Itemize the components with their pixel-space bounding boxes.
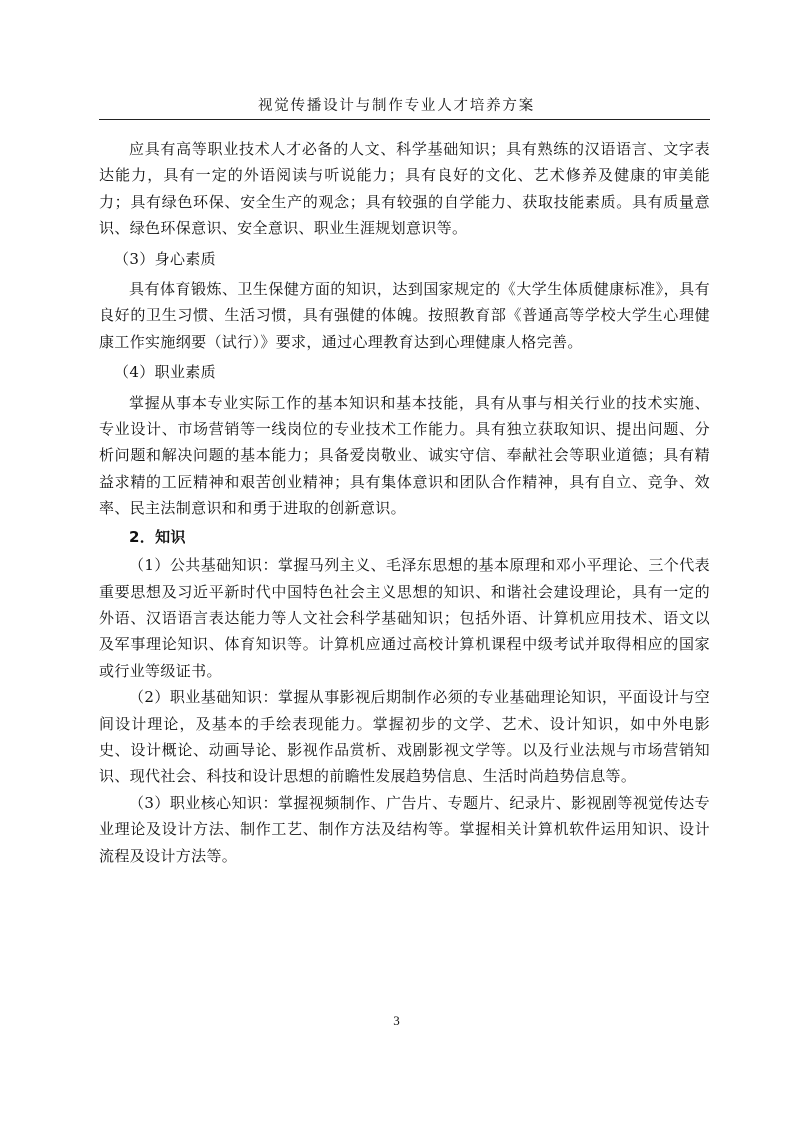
paragraph-vocational-core: （3）职业核心知识：掌握视频制作、广告片、专题片、纪录片、影视剧等视觉传达专业理论及设计方法、制作工艺、制作方法及结构等。掌握相关计算机软件运用知识、设计流程及设计方法等。 bbox=[99, 793, 710, 865]
paragraph-humanities: 应具有高等职业技术人才必备的人文、科学基础知识；具有熟练的汉语语言、文字表达能力，具有一定的外语阅读与听说能力；具有良好的文化、艺术修养及健康的审美能力；具有绿色环保、安全生产的观念；具有较强的自学能力、获取技能素质。具有质量意识、绿色环保意识、安全意识、职业生涯规划意识等。 bbox=[99, 140, 710, 238]
paragraph-public-knowledge: （1）公共基础知识：掌握马列主义、毛泽东思想的基本原理和邓小平理论、三个代表重要思想及习近平新时代中国特色社会主义思想的知识、和谐社会建设理论，具有一定的外语、汉语语言表达能力等人文社会科学基础知识；包括外语、计算机应用技术、语文以及军事理论知识、体育知识等。计算机应通过高校计算机课程中级考试并取得相应的国家或行业等级证书。 bbox=[99, 556, 710, 680]
heading-mind-body: （3）身心素质 bbox=[114, 249, 216, 268]
page-body bbox=[99, 136, 710, 869]
paragraph-professional: 掌握从事本专业实际工作的基本知识和基本技能，具有从事与相关行业的技术实施、专业设计、市场营销等一线岗位的专业技术工作能力。具有独立获取知识、提出问题、分析问题和解决问题的基本能力；具备爱岗敬业、诚实守信、奉献社会等职业道德；具有精益求精的工匠精神和艰苦创业精神；具有集体意识和团队合作精神，具有自立、竞争、效率、民主法制意识和和勇于进取的创新意识。 bbox=[99, 393, 710, 518]
paragraph-vocational-basic: （2）职业基础知识：掌握从事影视后期制作必须的专业基础理论知识，平面设计与空间设计理论，及基本的手绘表现能力。掌握初步的文学、艺术、设计知识，如中外电影史、设计概论、动画导论、影视作品赏析、戏剧影视文学等。以及行业法规与市场营销知识、现代社会、科技和设计思想的前瞻性发展趋势信息、生活时尚趋势信息等。 bbox=[99, 688, 710, 786]
running-header: 视觉传播设计与制作专业人才培养方案 bbox=[257, 98, 536, 114]
paragraph-mind-body: 具有体育锻炼、卫生保健方面的知识，达到国家规定的《大学生体质健康标准》，具有良好的卫生习惯、生活习惯，具有强健的体魄。按照教育部《普通高等学校大学生心理健康工作实施纲要（试行）》要求，通过心理教育达到心理健康人格完善。 bbox=[99, 280, 710, 351]
header-rule bbox=[99, 119, 710, 120]
heading-knowledge: 2．知识 bbox=[129, 527, 186, 546]
heading-professional: （4）职业素质 bbox=[114, 363, 216, 382]
page-number: 3 bbox=[393, 1013, 400, 1028]
